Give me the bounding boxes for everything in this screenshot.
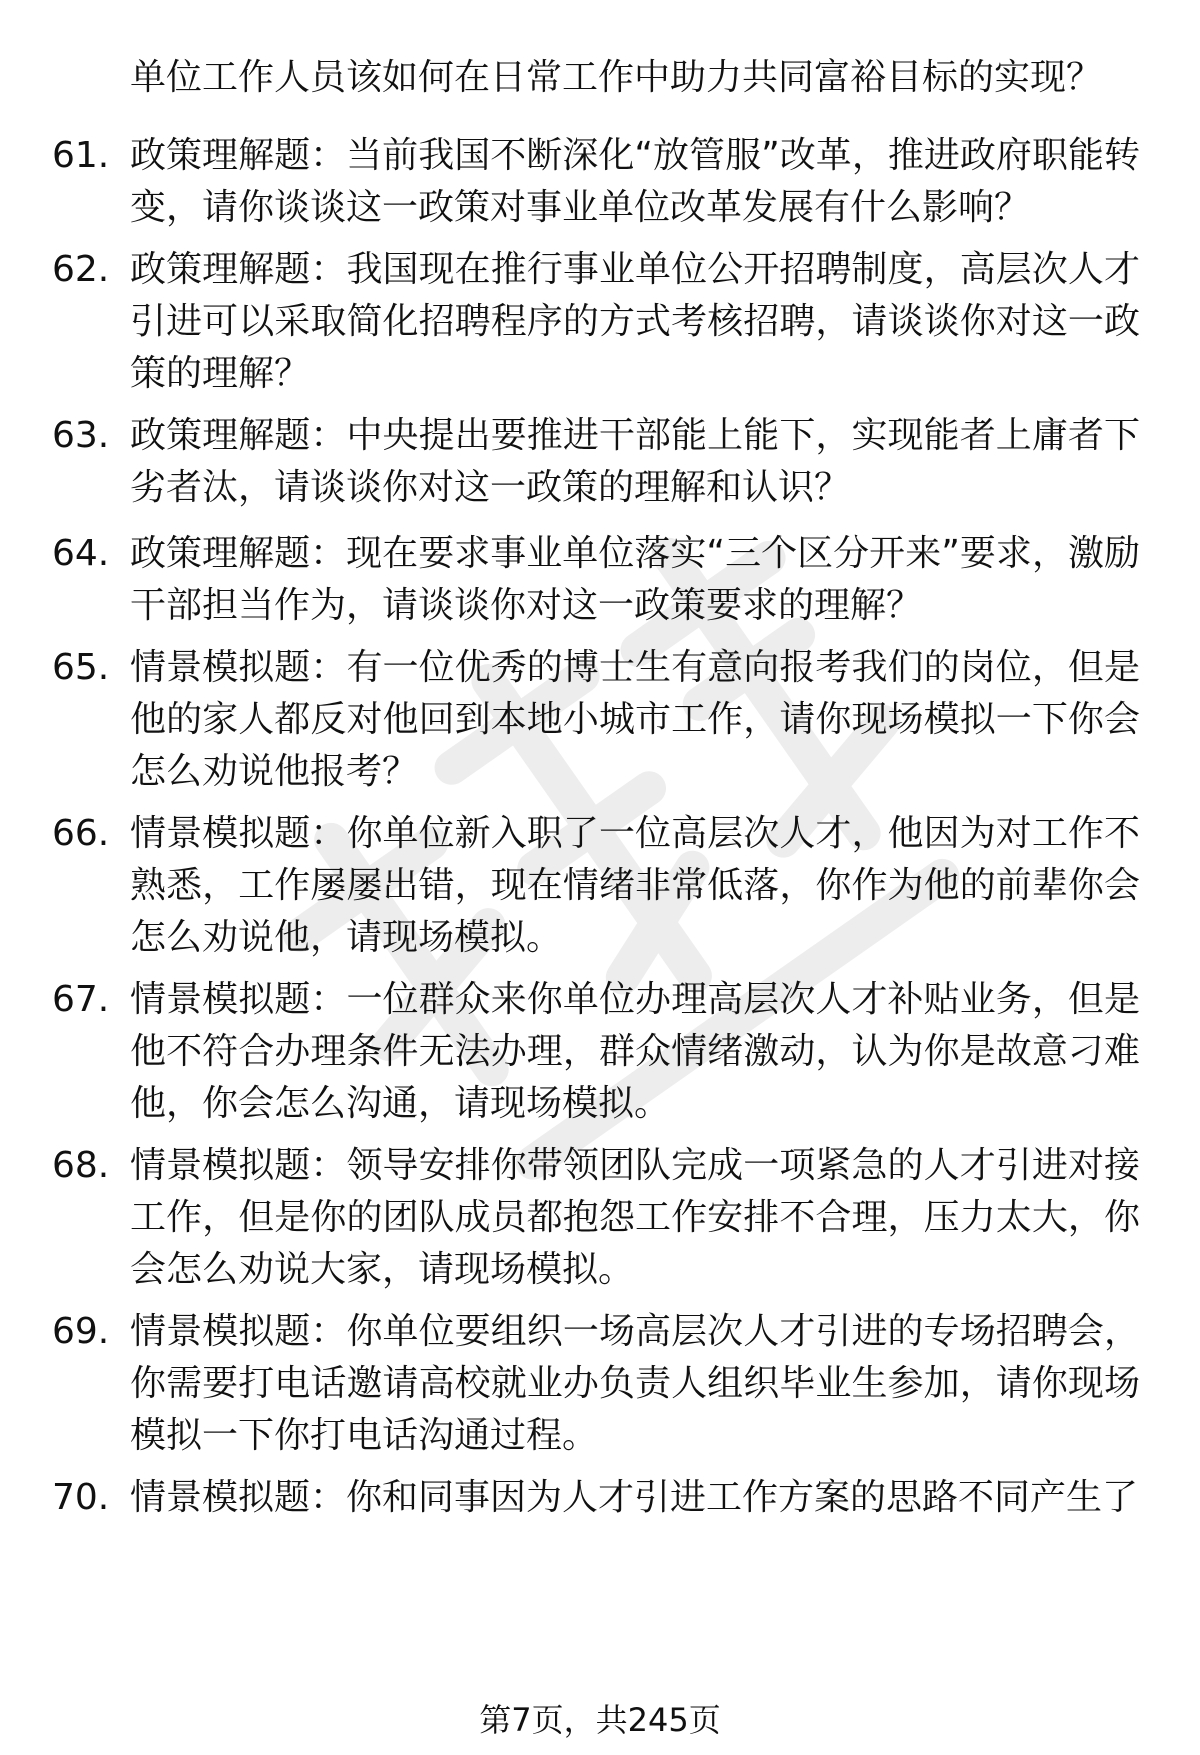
question-number: 66. <box>52 813 110 854</box>
question-text: 情景模拟题：你单位新入职了一位高层次人才，他因为对工作不熟悉，工作屡屡出错，现在情绪非常低落，你作为他的前辈你会怎么劝说他，请现场模拟。 <box>130 813 1140 958</box>
question-number: 64. <box>52 533 110 574</box>
question-number: 62. <box>52 249 110 290</box>
question-number: 61. <box>52 135 110 176</box>
continued-question-text: 单位工作人员该如何在日常工作中助力共同富裕目标的实现？ <box>130 57 1103 98</box>
question-number: 68. <box>52 1145 110 1186</box>
question-text: 政策理解题：中央提出要推进干部能上能下，实现能者上庸者下劣者汰，请谈谈你对这一政策的理解和认识？ <box>130 415 1140 508</box>
question-number: 69. <box>52 1311 110 1352</box>
question-text: 情景模拟题：领导安排你带领团队完成一项紧急的人才引进对接工作，但是你的团队成员都抱怨工作安排不合理，压力太大，你会怎么劝说大家，请现场模拟。 <box>130 1145 1140 1290</box>
question-number: 63. <box>52 415 110 456</box>
question-number: 67. <box>52 979 110 1020</box>
question-text: 情景模拟题：有一位优秀的博士生有意向报考我们的岗位，但是他的家人都反对他回到本地小城市工作，请你现场模拟一下你会怎么劝说他报考？ <box>130 647 1140 792</box>
question-text: 政策理解题：现在要求事业单位落实“三个区分开来”要求，激励干部担当作为，请谈谈你对这一政策要求的理解？ <box>130 533 1140 626</box>
question-number: 70. <box>52 1477 110 1518</box>
question-number: 65. <box>52 647 110 688</box>
page-footer-page-number: 第7页，共245页 <box>479 1701 721 1739</box>
question-text: 情景模拟题：你单位要组织一场高层次人才引进的专场招聘会，你需要打电话邀请高校就业办负责人组织毕业生参加，请你现场模拟一下你打电话沟通过程。 <box>130 1311 1140 1456</box>
question-text: 情景模拟题：你和同事因为人才引进工作方案的思路不同产生了 <box>130 1477 1139 1518</box>
question-text: 政策理解题：我国现在推行事业单位公开招聘制度，高层次人才引进可以采取简化招聘程序的方式考核招聘，请谈谈你对这一政策的理解？ <box>130 249 1140 394</box>
question-text: 情景模拟题：一位群众来你单位办理高层次人才补贴业务，但是他不符合办理条件无法办理，群众情绪激动，认为你是故意刁难他，你会怎么沟通，请现场模拟。 <box>130 979 1140 1124</box>
question-text: 政策理解题：当前我国不断深化“放管服”改革，推进政府职能转变，请你谈谈这一政策对事业单位改革发展有什么影响？ <box>130 135 1140 228</box>
